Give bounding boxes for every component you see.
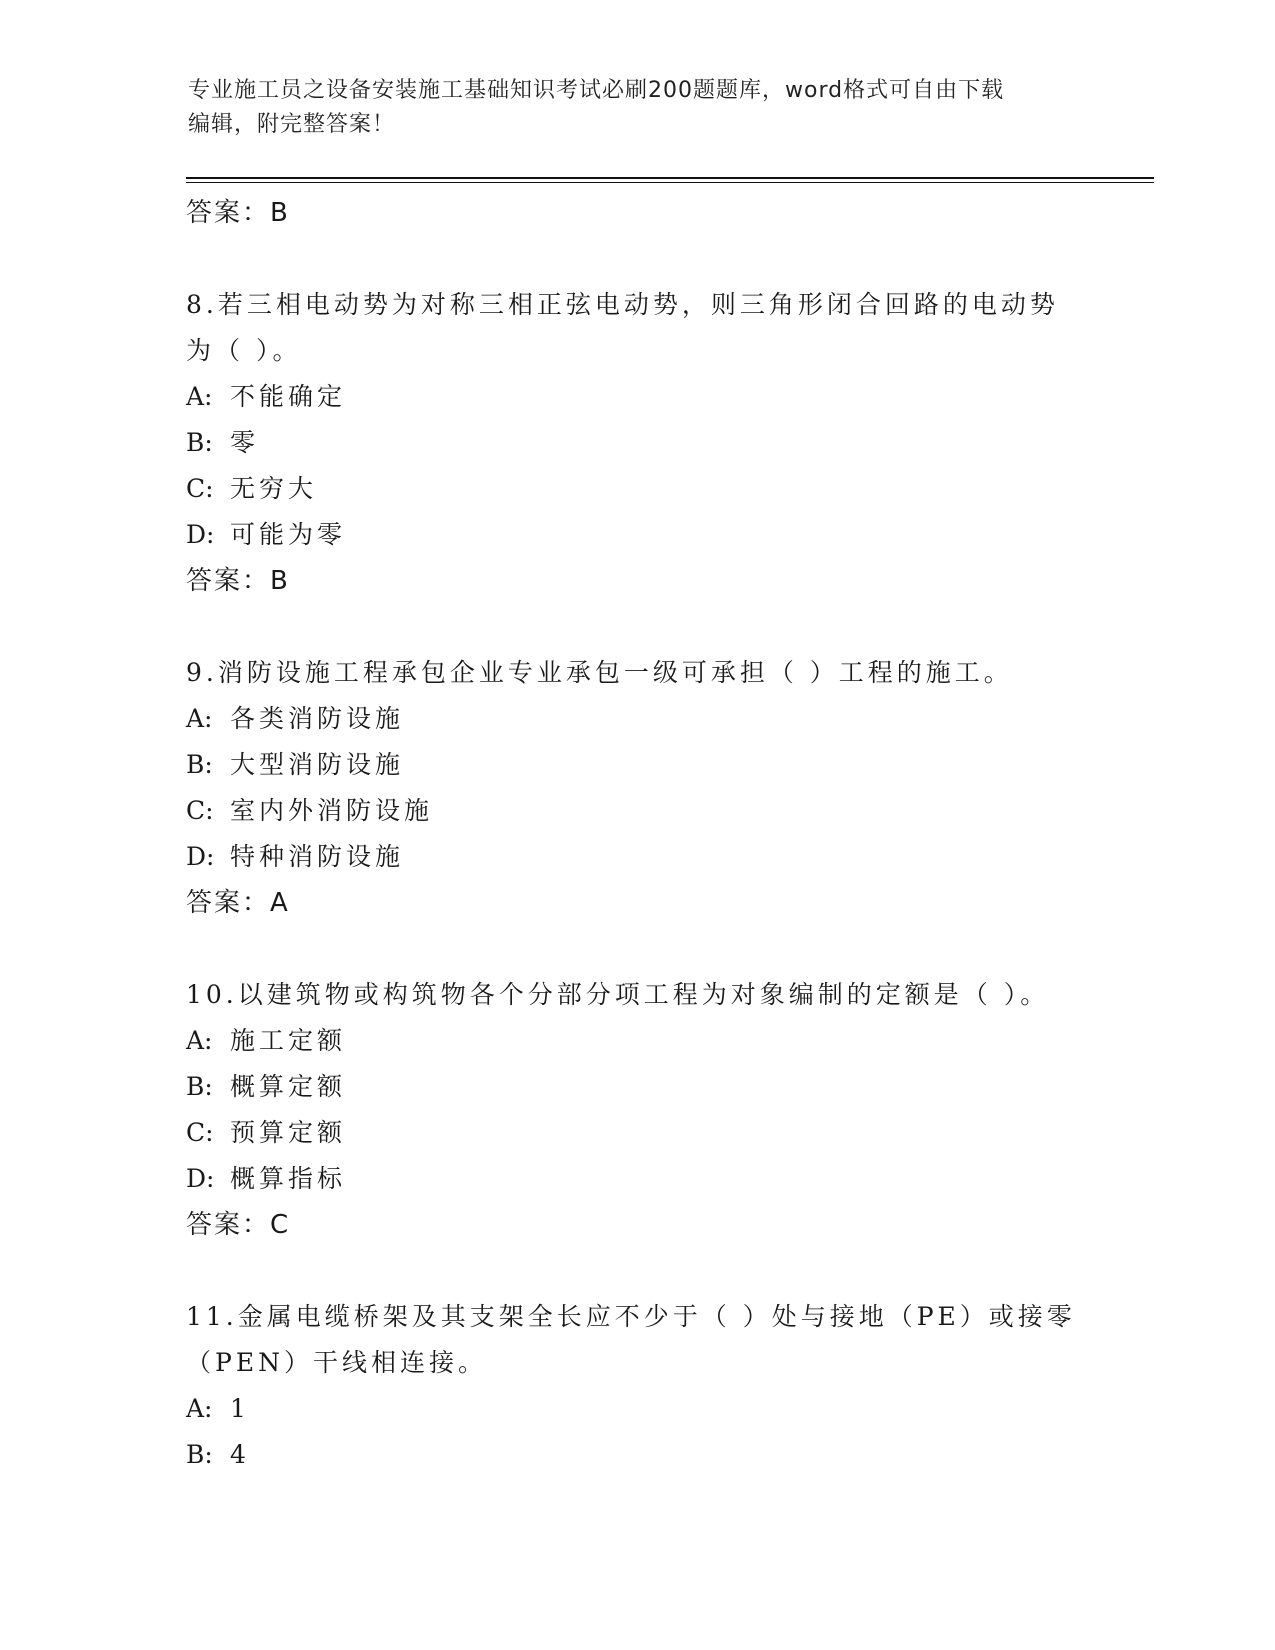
option-a <box>186 374 1106 420</box>
header-line-1: 专业施工员之设备安装施工基础知识考试必刷200题题库，word格式可自由下载 <box>188 78 1005 103</box>
option-label: B: <box>186 750 213 779</box>
question-block <box>186 972 1106 1248</box>
option-b <box>186 742 1106 788</box>
question-stem: 8.若三相电动势为对称三相正弦电动势，则三角形闭合回路的电动势 <box>186 290 1059 319</box>
option-text: 室内外消防设施 <box>230 796 434 825</box>
question-block <box>186 282 1106 604</box>
header-line-2: 编辑，附完整答案！ <box>188 112 396 137</box>
answer-line: 答案：B <box>186 198 290 228</box>
question-stem: 11.金属电缆桥架及其支架全长应不少于（ ）处与接地（PE）或接零 <box>186 1302 1076 1331</box>
answer-line: 答案：A <box>186 888 290 918</box>
option-text: 特种消防设施 <box>230 842 405 871</box>
option-text: 预算定额 <box>230 1118 347 1147</box>
option-b <box>186 1064 1106 1110</box>
option-label: A: <box>186 382 213 411</box>
option-text: 无穷大 <box>230 474 318 503</box>
option-label: C: <box>186 1118 214 1147</box>
option-text: 1 <box>230 1394 250 1423</box>
answer-line: 答案：B <box>186 566 290 596</box>
option-a <box>186 696 1106 742</box>
option-label: C: <box>186 796 214 825</box>
option-text: 施工定额 <box>230 1026 347 1055</box>
option-label: A: <box>186 1394 213 1423</box>
option-label: D: <box>186 520 215 549</box>
option-text: 概算指标 <box>230 1164 347 1193</box>
question-content <box>186 190 1106 1478</box>
option-label: D: <box>186 1164 215 1193</box>
option-text: 零 <box>230 428 260 457</box>
question-stem: 为（ ）。 <box>186 336 302 365</box>
option-label: D: <box>186 842 215 871</box>
option-text: 不能确定 <box>230 382 347 411</box>
option-d <box>186 512 1106 558</box>
option-b <box>186 420 1106 466</box>
header-rule-thin <box>186 182 1154 183</box>
answer-line: 答案：C <box>186 1210 291 1240</box>
option-label: A: <box>186 704 213 733</box>
option-text: 可能为零 <box>230 520 347 549</box>
option-label: B: <box>186 428 213 457</box>
question-stem: 9.消防设施工程承包企业专业承包一级可承担（ ）工程的施工。 <box>186 658 1013 687</box>
option-label: B: <box>186 1072 213 1101</box>
option-label: B: <box>186 1440 213 1469</box>
question-block <box>186 1294 1106 1478</box>
option-a <box>186 1018 1106 1064</box>
option-c <box>186 788 1106 834</box>
option-label: C: <box>186 474 214 503</box>
option-b <box>186 1432 1106 1478</box>
option-d <box>186 1156 1106 1202</box>
option-text: 概算定额 <box>230 1072 347 1101</box>
option-c <box>186 1110 1106 1156</box>
option-a <box>186 1386 1106 1432</box>
question-stem: （PEN）干线相连接。 <box>186 1348 487 1377</box>
question-stem: 10.以建筑物或构筑物各个分部分项工程为对象编制的定额是（ ）。 <box>186 980 1050 1009</box>
option-d <box>186 834 1106 880</box>
option-label: A: <box>186 1026 213 1055</box>
option-text: 各类消防设施 <box>230 704 405 733</box>
option-c <box>186 466 1106 512</box>
page-header <box>188 74 1068 142</box>
option-text: 大型消防设施 <box>230 750 405 779</box>
header-rule-thick <box>186 177 1154 179</box>
option-text: 4 <box>230 1440 250 1469</box>
question-block <box>186 650 1106 926</box>
